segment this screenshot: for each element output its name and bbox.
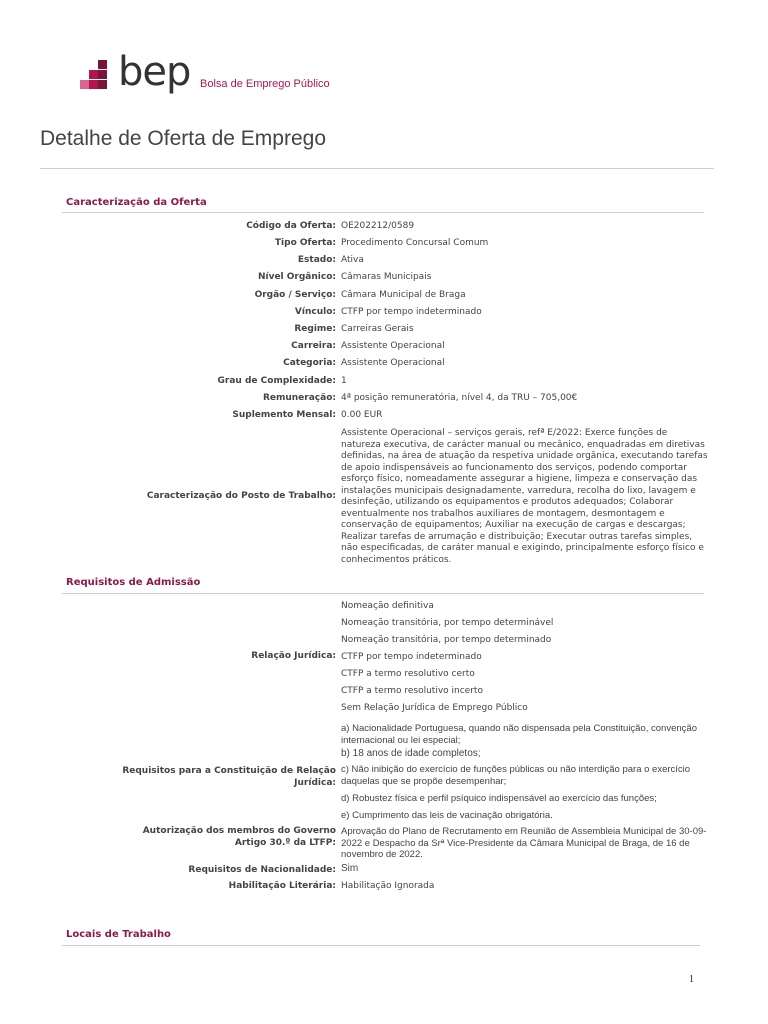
field-value: Assistente Operacional — [341, 341, 445, 351]
field-label: Suplemento Mensal: — [232, 410, 336, 420]
field-row-autorizacao — [40, 826, 720, 860]
list-item: e) Cumprimento das leis de vacinação obrigatória. — [341, 810, 553, 821]
field-label: Tipo Oferta: — [274, 238, 336, 248]
section-divider — [62, 593, 704, 594]
field-value: CTFP por tempo indeterminado — [341, 307, 482, 317]
field-value: Assistente Operacional — [341, 358, 445, 368]
field-row-posto-trabalho — [40, 428, 720, 570]
field-row-constituicao — [40, 723, 720, 823]
section-title-requisitos: Requisitos de Admissão — [66, 577, 201, 588]
field-label: Estado: — [297, 255, 336, 265]
field-label: Categoria: — [283, 358, 336, 368]
field-label: Autorização dos membros do Governo Artigo 30.º da LTFP: — [142, 826, 336, 848]
field-label: Caracterização do Posto de Trabalho: — [146, 491, 336, 501]
section-divider — [62, 945, 700, 946]
page-number: 1 — [689, 974, 694, 985]
field-value: Ativa — [341, 255, 364, 265]
field-value: Câmaras Municipais — [341, 272, 432, 282]
section-title-locais: Locais de Trabalho — [66, 929, 171, 940]
field-value: Câmara Municipal de Braga — [341, 290, 466, 300]
list-item: CTFP a termo resolutivo certo — [341, 669, 475, 679]
field-value: 0.00 EUR — [341, 410, 383, 420]
field-label: Habilitação Literária: — [228, 881, 336, 891]
constituicao-list — [341, 723, 711, 824]
list-item: b) 18 anos de idade completos; — [341, 748, 481, 759]
page-title: Detalhe de Oferta de Emprego — [40, 127, 327, 150]
field-value: Sim — [341, 863, 359, 874]
field-value: Habilitação Ignorada — [341, 881, 435, 891]
field-label: Requisitos de Nacionalidade: — [188, 865, 336, 875]
field-value: OE202212/0589 — [341, 221, 415, 231]
field-value: 1 — [341, 376, 347, 386]
list-item: CTFP por tempo indeterminado — [341, 652, 482, 662]
list-item: a) Nacionalidade Portuguesa, quando não dispensada pela Constituição, convenção internacional ou lei especial; — [341, 723, 697, 746]
field-label: Código da Oferta: — [246, 221, 336, 231]
section-title-caracterizacao: Caracterização da Oferta — [66, 197, 207, 208]
list-item: d) Robustez física e perfil psíquico indispensável ao exercício das funções; — [341, 793, 657, 804]
field-value: Aprovação do Plano de Recrutamento em Reunião de Assembleia Municipal de 30-09-2022 e Despacho da Srª Vice-Presidente da Câmara Municipal de Braga, de 16 de novembro de 2022. — [341, 826, 707, 860]
field-label: Remuneração: — [262, 393, 336, 403]
field-label: Relação Jurídica: — [251, 651, 336, 661]
logo-squares-icon — [80, 56, 120, 92]
field-value: Procedimento Concursal Comum — [341, 238, 489, 248]
list-item: c) Não inibição do exercício de funções públicas ou não interdição para o exercício daquelas que se propõe desempenhar; — [341, 764, 691, 787]
list-item: Sem Relação Jurídica de Emprego Público — [341, 703, 528, 713]
field-label: Grau de Complexidade: — [217, 376, 336, 386]
field-value: 4ª posição remuneratória, nível 4, da TRU – 705,00€ — [341, 393, 578, 403]
relacao-list — [341, 601, 711, 720]
field-label: Carreira: — [291, 341, 336, 351]
list-item: Nomeação definitiva — [341, 601, 434, 611]
field-label: Requisitos para a Constituição de Relação Jurídica: — [122, 766, 336, 788]
field-row-relacao-juridica — [40, 601, 720, 721]
field-label: Regime: — [294, 324, 336, 334]
field-value-posto-trabalho: Assistente Operacional – serviços gerais, refª E/2022: Exerce funções de natureza executiva, de carácter manual ou mecânico, enquadradas em diretivas definidas, na área de atuação da respetiva unidade orgânica, executando tarefas de apoio indispensáveis ao funcionamento dos serviços, podendo comportar esforço físico, nomeadamente assegurar a higiene, limpeza e conservação das instalações municipais designadamente, varredura, recolha do lixo, lavagem e desinfeção, utilizando os equipamentos e produtos adequados; Colaborar eventualmente nos trabalhos auxiliares de montagem, desmontagem e conservação de equipamentos; Auxiliar na execução de cargas e descargas; Realizar tarefas de arrumação e distribuição; Executar outras tarefas simples, não especificadas, de caráter manual e exigindo, principalmente esforço físico e conhecimentos práticos. — [341, 428, 708, 565]
logo-tagline: Bolsa de Emprego Público — [200, 78, 330, 90]
logo-word: bep — [118, 49, 191, 95]
field-label: Orgão / Serviço: — [254, 290, 336, 300]
field-label: Nível Orgânico: — [257, 272, 336, 282]
list-item: Nomeação transitória, por tempo determinado — [341, 635, 552, 645]
title-divider — [40, 168, 714, 169]
field-label: Vínculo: — [294, 307, 336, 317]
field-value: Carreiras Gerais — [341, 324, 414, 334]
list-item: Nomeação transitória, por tempo determinável — [341, 618, 554, 628]
section-divider — [62, 212, 704, 213]
list-item: CTFP a termo resolutivo incerto — [341, 686, 483, 696]
